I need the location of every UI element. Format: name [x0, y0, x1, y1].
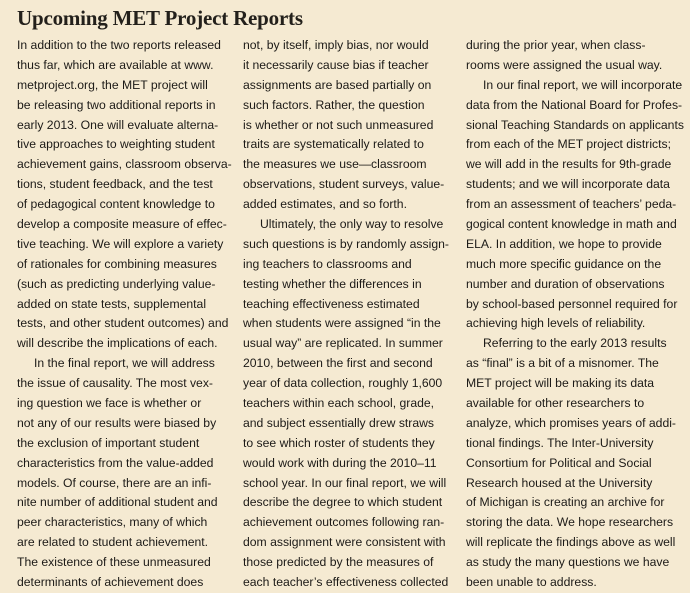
- text-column-3: [466, 36, 684, 593]
- text-line: achieving high levels of reliability.: [466, 316, 646, 331]
- text-line: Ultimately, the only way to resolve: [260, 217, 444, 232]
- text-line: traits are systematically related to: [243, 137, 424, 152]
- text-line: storing the data. We hope researchers: [466, 515, 674, 530]
- text-line: when students were assigned “in the: [243, 316, 441, 331]
- text-line: teachers within each school, grade,: [243, 396, 435, 411]
- text-line: peer characteristics, many of which: [17, 515, 208, 530]
- text-line: tional findings. The Inter-University: [466, 435, 654, 450]
- text-line: early 2013. One will evaluate alterna-: [17, 117, 219, 132]
- text-line: the issue of causality. The most vex-: [17, 376, 213, 391]
- text-line: of pedagogical content knowledge to: [17, 197, 215, 212]
- text-line: Consortium for Political and Social: [466, 455, 652, 470]
- text-line: 2010, between the first and second: [243, 356, 433, 371]
- text-line: during the prior year, when class-: [466, 38, 646, 52]
- text-line: usual way” are replicated. In summer: [243, 336, 443, 351]
- text-line: achievement gains, classroom observa-: [17, 157, 232, 172]
- text-column-1: [17, 36, 239, 593]
- text-line: is whether or not such unmeasured: [243, 117, 434, 132]
- text-line: tests, and other student outcomes) and: [17, 316, 229, 331]
- text-line: develop a composite measure of effec-: [17, 217, 227, 232]
- text-line: will describe the implications of each.: [17, 336, 218, 351]
- text-line: as study the many questions we have: [466, 555, 670, 570]
- text-line: from each of the MET project districts;: [466, 137, 672, 152]
- text-column-2: [243, 36, 455, 593]
- text-line: data from the National Board for Profes-: [466, 97, 683, 112]
- text-line: tions, student feedback, and the test: [17, 177, 213, 192]
- text-line: as “final” is a bit of a misnomer. The: [466, 356, 659, 371]
- text-line: it necessarily cause bias if teacher: [243, 57, 429, 72]
- text-line: of rationales for combining measures: [17, 256, 217, 271]
- text-line: the measures we use—classroom: [243, 157, 427, 172]
- text-line: rooms were assigned the usual way.: [466, 57, 663, 72]
- text-line: school year. In our final report, we will: [243, 475, 447, 490]
- text-line: analyze, which promises years of addi-: [466, 415, 676, 430]
- box-title: Upcoming MET Project Reports: [17, 6, 303, 30]
- text-line: each teacher’s effectiveness collected: [243, 575, 449, 590]
- text-line: describe the degree to which student: [243, 495, 443, 510]
- text-line: (such as predicting underlying value-: [17, 276, 216, 291]
- text-line: ing question we face is whether or: [17, 396, 202, 411]
- text-line: Referring to the early 2013 results: [483, 336, 667, 351]
- text-line: will replicate the findings above as well: [466, 535, 676, 550]
- text-line: year of data collection, roughly 1,600: [243, 376, 443, 391]
- text-line: added estimates, and so forth.: [243, 197, 407, 212]
- text-line: to see which roster of students they: [243, 435, 435, 450]
- text-line: metproject.org, the MET project will: [17, 77, 208, 92]
- text-line: The existence of these unmeasured: [17, 555, 211, 570]
- text-line: we will add in the results for 9th-grade: [466, 157, 672, 172]
- text-line: tive teaching. We will explore a variety: [17, 236, 224, 251]
- text-line: ELA. In addition, we hope to provide: [466, 236, 662, 251]
- text-line: In addition to the two reports released: [17, 38, 221, 52]
- text-line: not, by itself, imply bias, nor would: [243, 38, 429, 52]
- text-line: number and duration of observations: [466, 276, 665, 291]
- text-line: such questions is by randomly assign-: [243, 236, 449, 251]
- text-line: assignments are based partially on: [243, 77, 432, 92]
- text-line: added on state tests, supplemental: [17, 296, 207, 311]
- text-line: be releasing two additional reports in: [17, 97, 216, 112]
- text-line: ing teachers to classrooms and: [243, 256, 412, 271]
- text-line: MET project will be making its data: [466, 376, 655, 391]
- text-line: the exclusion of important student: [17, 435, 200, 450]
- text-line: would work with during the 2010–11: [243, 455, 437, 470]
- text-line: by school-based personnel required for: [466, 296, 678, 311]
- text-line: In the final report, we will address: [34, 356, 215, 371]
- text-line: and subject essentially drew straws: [243, 415, 435, 430]
- text-line: observations, student surveys, value-: [243, 177, 445, 192]
- text-line: tive approaches to weighting student: [17, 137, 215, 152]
- text-line: testing whether the differences in: [243, 276, 422, 291]
- text-line: In our final report, we will incorporate: [483, 77, 683, 92]
- text-line: much more specific guidance on the: [466, 256, 662, 271]
- text-line: sional Teaching Standards on applicants: [466, 117, 684, 132]
- text-line: not any of our results were biased by: [17, 415, 217, 430]
- text-line: determinants of achievement does: [17, 575, 204, 590]
- text-line: thus far, which are available at www.: [17, 57, 214, 72]
- text-line: such factors. Rather, the question: [243, 97, 425, 112]
- text-line: dom assignment were consistent with: [243, 535, 446, 550]
- text-line: teaching effectiveness estimated: [243, 296, 420, 311]
- text-line: from an assessment of teachers’ peda-: [466, 197, 677, 212]
- text-line: of Michigan is creating an archive for: [466, 495, 665, 510]
- text-line: gogical content knowledge in math and: [466, 217, 677, 232]
- text-line: students; and we will incorporate data: [466, 177, 670, 192]
- text-line: characteristics from the value-added: [17, 455, 214, 470]
- text-line: models. Of course, there are an infi-: [17, 475, 212, 490]
- text-line: Research housed at the University: [466, 475, 653, 490]
- text-line: nite number of additional student and: [17, 495, 218, 510]
- text-line: those predicted by the measures of: [243, 555, 434, 570]
- text-line: are related to student achievement.: [17, 535, 209, 550]
- text-line: achievement outcomes following ran-: [243, 515, 445, 530]
- text-line: available for other researchers to: [466, 396, 645, 411]
- text-line: been unable to address.: [466, 575, 597, 590]
